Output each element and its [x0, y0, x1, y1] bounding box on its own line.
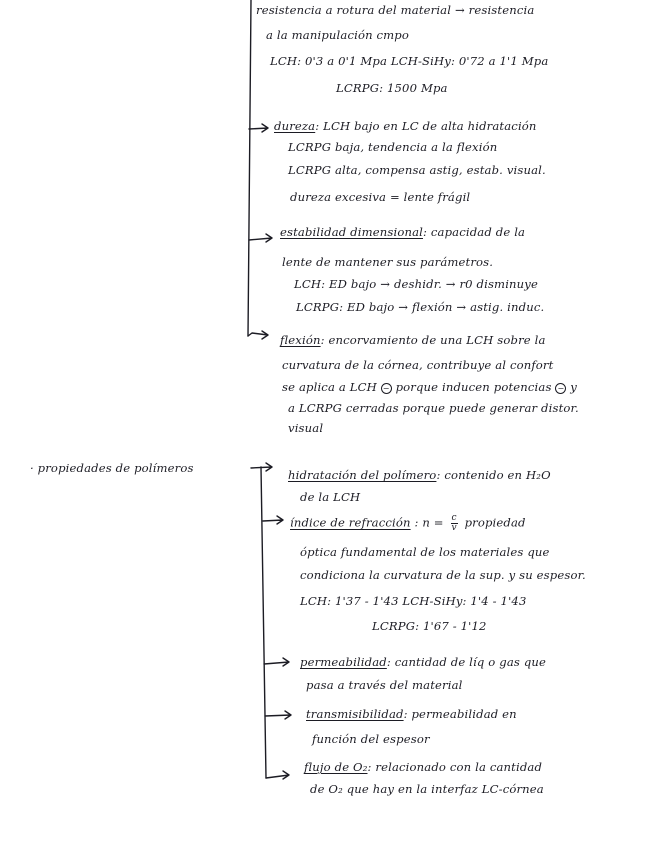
arrow-dureza	[249, 124, 268, 132]
negative-sign-circle: −	[555, 383, 566, 394]
transmisibilidad-line-1	[306, 707, 517, 721]
top-line-2: a la manipulación cmpo	[266, 28, 410, 42]
indice-line-1	[290, 514, 526, 533]
hidratacion-definition: : contenido en H₂O	[436, 468, 551, 482]
negative-sign-circle: −	[381, 383, 392, 394]
dureza-line-4: dureza excesiva = lente frágil	[290, 190, 471, 204]
hidratacion-line-1	[288, 468, 551, 482]
estabilidad-line-3: LCH: ED bajo → deshidr. → r0 disminuye	[294, 277, 539, 291]
dureza-line-3: LCRPG alta, compensa astig, estab. visual.	[288, 163, 546, 177]
transmisibilidad-definition: : permeabilidad en	[403, 707, 517, 721]
flexion-line-3b: porque inducen potencias	[395, 380, 552, 394]
transmisibilidad-line-2: función del espesor	[312, 732, 430, 746]
flexion-line-4: a LCRPG cerradas porque puede generar distor.	[288, 401, 579, 415]
dureza-definition: : LCH bajo en LC de alta hidratación	[315, 119, 537, 133]
top-line-1: resistencia a rotura del material → resistencia	[256, 3, 535, 17]
permeabilidad-line-1	[300, 655, 546, 669]
permeabilidad-title: permeabilidad	[300, 655, 387, 669]
flujo-line-2: de O₂ que hay en la interfaz LC-córnea	[310, 782, 544, 796]
lower-bracket-line	[261, 467, 266, 778]
flujo-line-1	[304, 760, 542, 774]
top-line-4: LCRPG: 1500 Mpa	[336, 81, 448, 95]
top-line-3: LCH: 0'3 a 0'1 Mpa LCH-SiHy: 0'72 a 1'1 Mpa	[270, 54, 549, 68]
estabilidad-definition: : capacidad de la	[423, 225, 526, 239]
estabilidad-line-4: LCRPG: ED bajo → flexión → astig. induc.	[296, 300, 545, 314]
fraction-numerator: c	[451, 513, 457, 523]
dureza-line-2: LCRPG baja, tendencia a la flexión	[288, 140, 498, 154]
flujo-title: flujo de O₂	[304, 760, 368, 774]
fraction-denominator: v	[451, 523, 457, 533]
indice-definition: propiedad	[464, 515, 526, 530]
indice-title: índice de refracción	[290, 515, 411, 530]
flexion-line-3a: se aplica a LCH	[282, 380, 377, 394]
arrow-transmisibilidad	[265, 711, 291, 719]
estabilidad-title: estabilidad dimensional	[280, 225, 423, 239]
arrow-indice	[263, 516, 283, 524]
flexion-line-5: visual	[288, 421, 324, 435]
hidratacion-line-2: de la LCH	[300, 490, 361, 504]
dureza-line-1	[274, 119, 537, 133]
estabilidad-line-1	[280, 225, 525, 239]
permeabilidad-line-2: pasa a través del material	[306, 678, 463, 692]
arrow-flujo	[266, 771, 289, 779]
flexion-definition: : encorvamiento de una LCH sobre la	[320, 333, 546, 347]
indice-line-4: LCH: 1'37 - 1'43 LCH-SiHy: 1'4 - 1'43	[300, 594, 527, 608]
flujo-definition: : relacionado con la cantidad	[367, 760, 543, 774]
indice-formula-lhs: : n =	[414, 515, 444, 530]
indice-line-5: LCRPG: 1'67 - 1'12	[372, 619, 487, 633]
flexion-line-3	[282, 380, 577, 394]
permeabilidad-definition: : cantidad de líq o gas que	[386, 655, 547, 669]
arrow-flexion	[248, 331, 268, 339]
hidratacion-title: hidratación del polímero	[288, 468, 437, 482]
arrow-permeabilidad	[264, 658, 289, 666]
arrow-estabilidad	[249, 234, 272, 242]
flexion-line-3c: y	[570, 380, 577, 394]
transmisibilidad-title: transmisibilidad	[306, 707, 404, 721]
dureza-title: dureza	[274, 119, 316, 133]
flexion-line-2: curvatura de la córnea, contribuye al confort	[282, 358, 554, 372]
indice-line-3: condiciona la curvatura de la sup. y su espesor.	[300, 568, 586, 582]
flexion-line-1	[280, 333, 546, 347]
flexion-title: flexión	[280, 333, 321, 347]
section-label-propiedades-polimeros: · propiedades de polímeros	[30, 461, 194, 475]
indice-formula-fraction	[451, 514, 458, 533]
upper-bracket-line	[248, 0, 251, 336]
estabilidad-line-2: lente de mantener sus parámetros.	[282, 255, 494, 269]
indice-line-2: óptica fundamental de los materiales que	[300, 545, 550, 559]
